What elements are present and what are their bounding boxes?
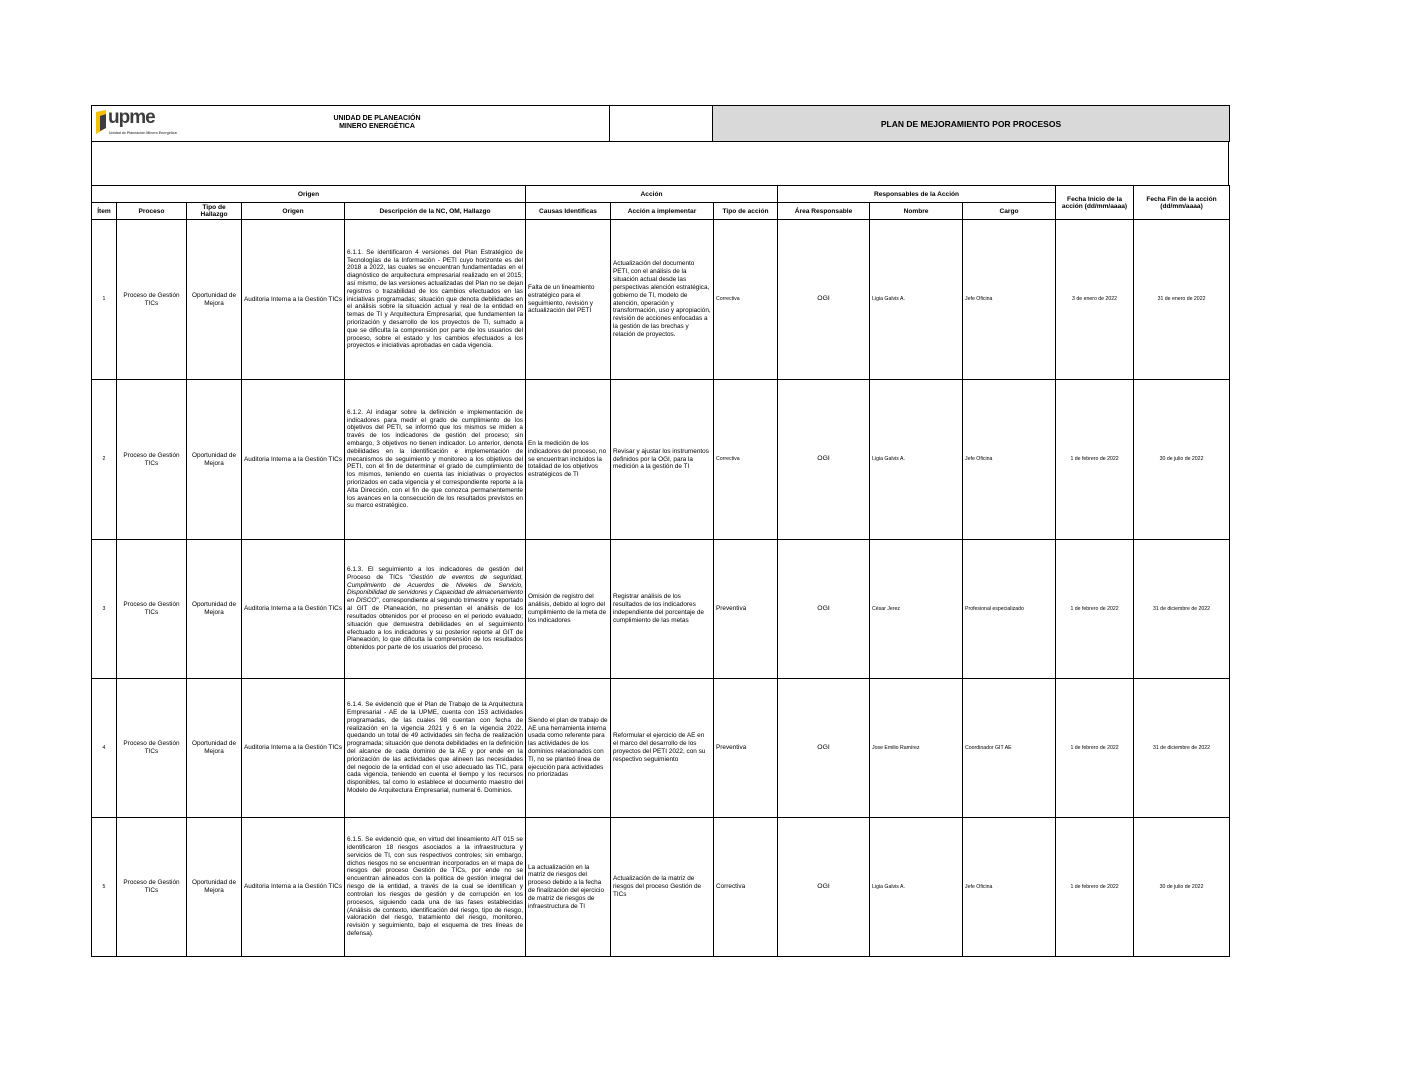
cell-proceso: Proceso de Gestión TICs (117, 540, 187, 679)
cell-proceso: Proceso de Gestión TICs (117, 380, 187, 540)
header-descripcion: Descripción de la NC, OM, Hallazgo (345, 203, 526, 220)
cell-descripcion: 6.1.2. Al indagar sobre la definición e implementación de indicadores para medir el grado de cumplimiento de los objetivos del PETI, se informó que los mismos se miden a través de los indicadores de gestión del proceso; sin embargo, 3 objetivos no tienen indicador. Lo anterior, denota debilidades en la identificación e implementación de mecanismos de seguimiento y monitoreo a los objetivos del PETI, con el fin de determinar el grado de cumplimiento de los mismos, teniendo en cuenta las iniciativas o proyectos priorizados en cada vigencia y el correspondiente reporte a la Alta Dirección, con el fin de que conozca permanentemente los avances en la consecución de los resultados previstos en su marco estratégico. (345, 380, 526, 540)
cell-descripcion: 6.1.4. Se evidenció que el Plan de Trabajo de la Arquitectura Empresarial - AE de la UPME, cuenta con 153 actividades programadas, de las cuales 98 cuentan con fecha de realización en la vigencia 2021 y 6 en la vigencia 2022, quedando un total de 49 actividades sin fecha de realización programada; situación que denota debilidades en la definición del alcance de cada dominio de la AE y por ende en la priorización de las actividades que alineen las necesidades del negocio de la entidad con el uso adecuado las TIC, para cada vigencia, teniendo en cuenta el tiempo y los recursos disponibles, tal como lo establece el documento maestro del Modelo de Arquitectura Empresarial, numeral 6. Dominios. (345, 679, 526, 818)
cell-area: OGI (778, 380, 870, 540)
header-origen: Origen (242, 203, 345, 220)
cell-accion: Reformular el ejercicio de AE en el marco del desarrollo de los proyectos del PETI 2022, con su respectivo seguimiento (611, 679, 714, 818)
cell-descripcion (345, 540, 526, 679)
cell-origen: Auditoria Interna a la Gestión TICs (242, 679, 345, 818)
header-fecha-fin: Fecha Fin de la acción (dd/mm/aaaa) (1134, 186, 1230, 220)
cell-accion: Registrar análisis de los resultados de los indicadores independiente del porcentaje de cumplimiento de las metas (611, 540, 714, 679)
cell-nombre: Jose Emilio Ramírez (870, 679, 963, 818)
cell-area: OGI (778, 679, 870, 818)
descripcion-emphasis: Gestión de eventos de seguridad, Cumplimiento de Acuerdos de Niveles de Servicio, Disponibilidad de servidores y Capacidad de almacenamiento en DISCO (347, 573, 523, 605)
cell-cargo: Jefe Oficina (963, 220, 1056, 380)
group-origen: Origen (92, 186, 526, 203)
cell-item: 2 (92, 380, 117, 540)
logo-wordmark: upme (108, 107, 155, 128)
logo-mark-icon (96, 110, 106, 134)
header-spacer (91, 142, 1229, 185)
cell-item: 5 (92, 818, 117, 957)
cell-nombre: César Jerez (870, 540, 963, 679)
cell-causas: En la medición de los indicadores del proceso, no se encuentran incluidos la totalidad de los objetivos estratégicos de TI (526, 380, 611, 540)
cell-tipo-hallazgo: Oportunidad de Mejora (187, 380, 242, 540)
cell-cargo: Jefe Oficina (963, 380, 1056, 540)
header-proceso: Proceso (117, 203, 187, 220)
cell-causas: Falta de un lineamiento estratégico para el seguimiento, revisión y actualización del PETI (526, 220, 611, 380)
cell-fecha-inicio: 1 de febrero de 2022 (1056, 540, 1134, 679)
cell-fecha-inicio: 1 de febrero de 2022 (1056, 679, 1134, 818)
cell-fecha-fin: 31 de diciembre de 2022 (1134, 540, 1230, 679)
cell-causas: Siendo el plan de trabajo de AE una herramienta interna usada como referente para las actividades de los dominios relacionados con TI, no se planteó línea de ejecución para actividades no priorizadas (526, 679, 611, 818)
header-blank-cell (610, 106, 713, 142)
document-title: PLAN DE MEJORAMIENTO POR PROCESOS (713, 106, 1230, 142)
cell-origen: Auditoria Interna a la Gestión TICs (242, 220, 345, 380)
cell-nombre: Ligia Galvis A. (870, 380, 963, 540)
logo-tagline: Unidad de Planeación Minero Energética (109, 131, 177, 135)
cell-causas: Omisión de registro del análisis, debido al logro del cumplimiento de la meta de los indicadores (526, 540, 611, 679)
unit-name-line2: MINERO ENERGÉTICA (339, 123, 415, 131)
cell-fecha-inicio: 3 de enero de 2022 (1056, 220, 1134, 380)
cell-nombre: Ligia Galvis A. (870, 818, 963, 957)
header-accion: Acción a implementar (611, 203, 714, 220)
plan-table (91, 185, 1230, 957)
cell-tipo-hallazgo: Oportunidad de Mejora (187, 679, 242, 818)
cell-cargo: Coordinador GIT AE (963, 679, 1056, 818)
cell-origen: Auditoria Interna a la Gestión TICs (242, 540, 345, 679)
cell-origen: Auditoria Interna a la Gestión TICs (242, 380, 345, 540)
cell-item: 3 (92, 540, 117, 679)
cell-proceso: Proceso de Gestión TICs (117, 220, 187, 380)
table-row (92, 540, 1230, 679)
improvement-plan-sheet (91, 105, 1229, 957)
cell-fecha-fin: 30 de julio de 2022 (1134, 380, 1230, 540)
header-left-cell (92, 106, 610, 142)
header-nombre: Nombre (870, 203, 963, 220)
document-header (91, 105, 1230, 142)
table-row (92, 818, 1230, 957)
table-row (92, 679, 1230, 818)
cell-accion: Actualización del documento PETI, con el análisis de la situación actual desde las perspectivas alención estratégica, gobierno de TI, modelo de atención, operación y transformación, uso y apropiación, revisión de acciones enfocadas a la gestión de las brechas y relación de proyectos. (611, 220, 714, 380)
cell-tipo-accion: Preventiva (714, 540, 778, 679)
cell-tipo-accion: Correctiva (714, 220, 778, 380)
header-area: Área Responsable (778, 203, 870, 220)
header-tipo-hallazgo: Tipo de Hallazgo (187, 203, 242, 220)
cell-causas: La actualización en la matriz de riesgos del proceso debido a la fecha de finalización del ejercicio de matriz de riesgos de infraestructura de TI (526, 818, 611, 957)
header-item: Ítem (92, 203, 117, 220)
cell-proceso: Proceso de Gestión TICs (117, 679, 187, 818)
cell-tipo-hallazgo: Oportunidad de Mejora (187, 540, 242, 679)
cell-area: OGI (778, 220, 870, 380)
upme-logo (94, 107, 177, 137)
cell-tipo-hallazgo: Oportunidad de Mejora (187, 220, 242, 380)
cell-nombre: Ligia Galvis A. (870, 220, 963, 380)
cell-descripcion: 6.1.1. Se identificaron 4 versiones del Plan Estratégico de Tecnologías de la Información - PETI cuyo horizonte es del 2018 a 2022, las cuales se encuentran fundamentadas en el diagnóstico de arquitectura empresarial realizado en el 2015; así mismo, de las versiones actualizadas del Plan no se dejan registros o trazabilidad de los cambios efectuados en las iniciativas programadas; situación que denota debilidades en el análisis sobre la situación actual y real de la entidad en temas de TI y Arquitectura Empresarial, que fundamenten la priorización y desarrollo de los proyectos de TI, sumado a que se dificulta la comprensión por parte de los usuarios del proceso, sobre el estado y los cambios efectuados a los proyectos e iniciativas aprobadas en cada vigencia. (345, 220, 526, 380)
header-fecha-inicio: Fecha Inicio de la acción (dd/mm/aaaa) (1056, 186, 1134, 220)
unit-name-line1: UNIDAD DE PLANEACIÓN (333, 115, 421, 122)
cell-accion: Actualización de la matriz de riesgos del proceso Gestión de TICs (611, 818, 714, 957)
cell-cargo: Profesional especializado (963, 540, 1056, 679)
cell-item: 4 (92, 679, 117, 818)
cell-tipo-accion: Correctiva (714, 380, 778, 540)
cell-fecha-fin: 30 de julio de 2022 (1134, 818, 1230, 957)
cell-proceso: Proceso de Gestión TICs (117, 818, 187, 957)
cell-fecha-fin: 31 de enero de 2022 (1134, 220, 1230, 380)
group-accion: Acción (526, 186, 778, 203)
cell-fecha-fin: 31 de diciembre de 2022 (1134, 679, 1230, 818)
cell-fecha-inicio: 1 de febrero de 2022 (1056, 380, 1134, 540)
cell-item: 1 (92, 220, 117, 380)
cell-origen: Auditoria Interna a la Gestión TICs (242, 818, 345, 957)
descripcion-text: 6.1.3. El seguimiento a los indicadores de gestión del Proceso de TICs " (347, 566, 523, 581)
cell-tipo-accion: Preventiva (714, 679, 778, 818)
spacer-cell (92, 142, 1229, 185)
header-cargo: Cargo (963, 203, 1056, 220)
cell-cargo: Jefe Oficina (963, 818, 1056, 957)
table-row (92, 380, 1230, 540)
unit-name (292, 115, 462, 132)
header-causas: Causas Identificas (526, 203, 611, 220)
cell-tipo-accion: Correctiva (714, 818, 778, 957)
table-row (92, 220, 1230, 380)
cell-descripcion: 6.1.5. Se evidenció que, en virtud del lineamiento AIT 015 se identificaron 18 riesgos asociados a la infraestructura y servicios de TI, con sus respectivos controles; sin embargo, dichos riesgos no se encuentran incorporados en el mapa de riesgos del proceso Gestión de TICs, por ende no se encuentran alineados con la política de gestión integral del riesgo de la entidad, a través de la cual se identifican y controlan los riesgos de gestión y de corrupción en los procesos, siguiendo cada una de las fases establecidas (Análisis de contexto, identificación del riesgo, tipo de riesgo, valoración del riesgo, tratamiento del riesgo, monitoreo, revisión y seguimiento, bajo el esquema de tres líneas de defensa). (345, 818, 526, 957)
cell-area: OGI (778, 818, 870, 957)
descripcion-text: ", correspondiente al segundo trimestre y reportado al GIT de Planeación, no presentan el análisis de los resultados obtenidos por el proceso en el periodo evaluado; situación que demuestra debilidades en el seguimiento efectuado a los indicadores y su posterior reporte al GIT de Planeación, lo que dificulta la comprensión de los resultados obtenidos por parte de los usuarios del proceso. (347, 597, 524, 652)
cell-fecha-inicio: 1 de febrero de 2022 (1056, 818, 1134, 957)
cell-accion: Revisar y ajustar los instrumentos definidos por la OGI, para la medición a la gestión de TI (611, 380, 714, 540)
group-responsables: Responsables de la Acción (778, 186, 1056, 203)
cell-area: OGI (778, 540, 870, 679)
header-tipo-accion: Tipo de acción (714, 203, 778, 220)
cell-tipo-hallazgo: Oportunidad de Mejora (187, 818, 242, 957)
